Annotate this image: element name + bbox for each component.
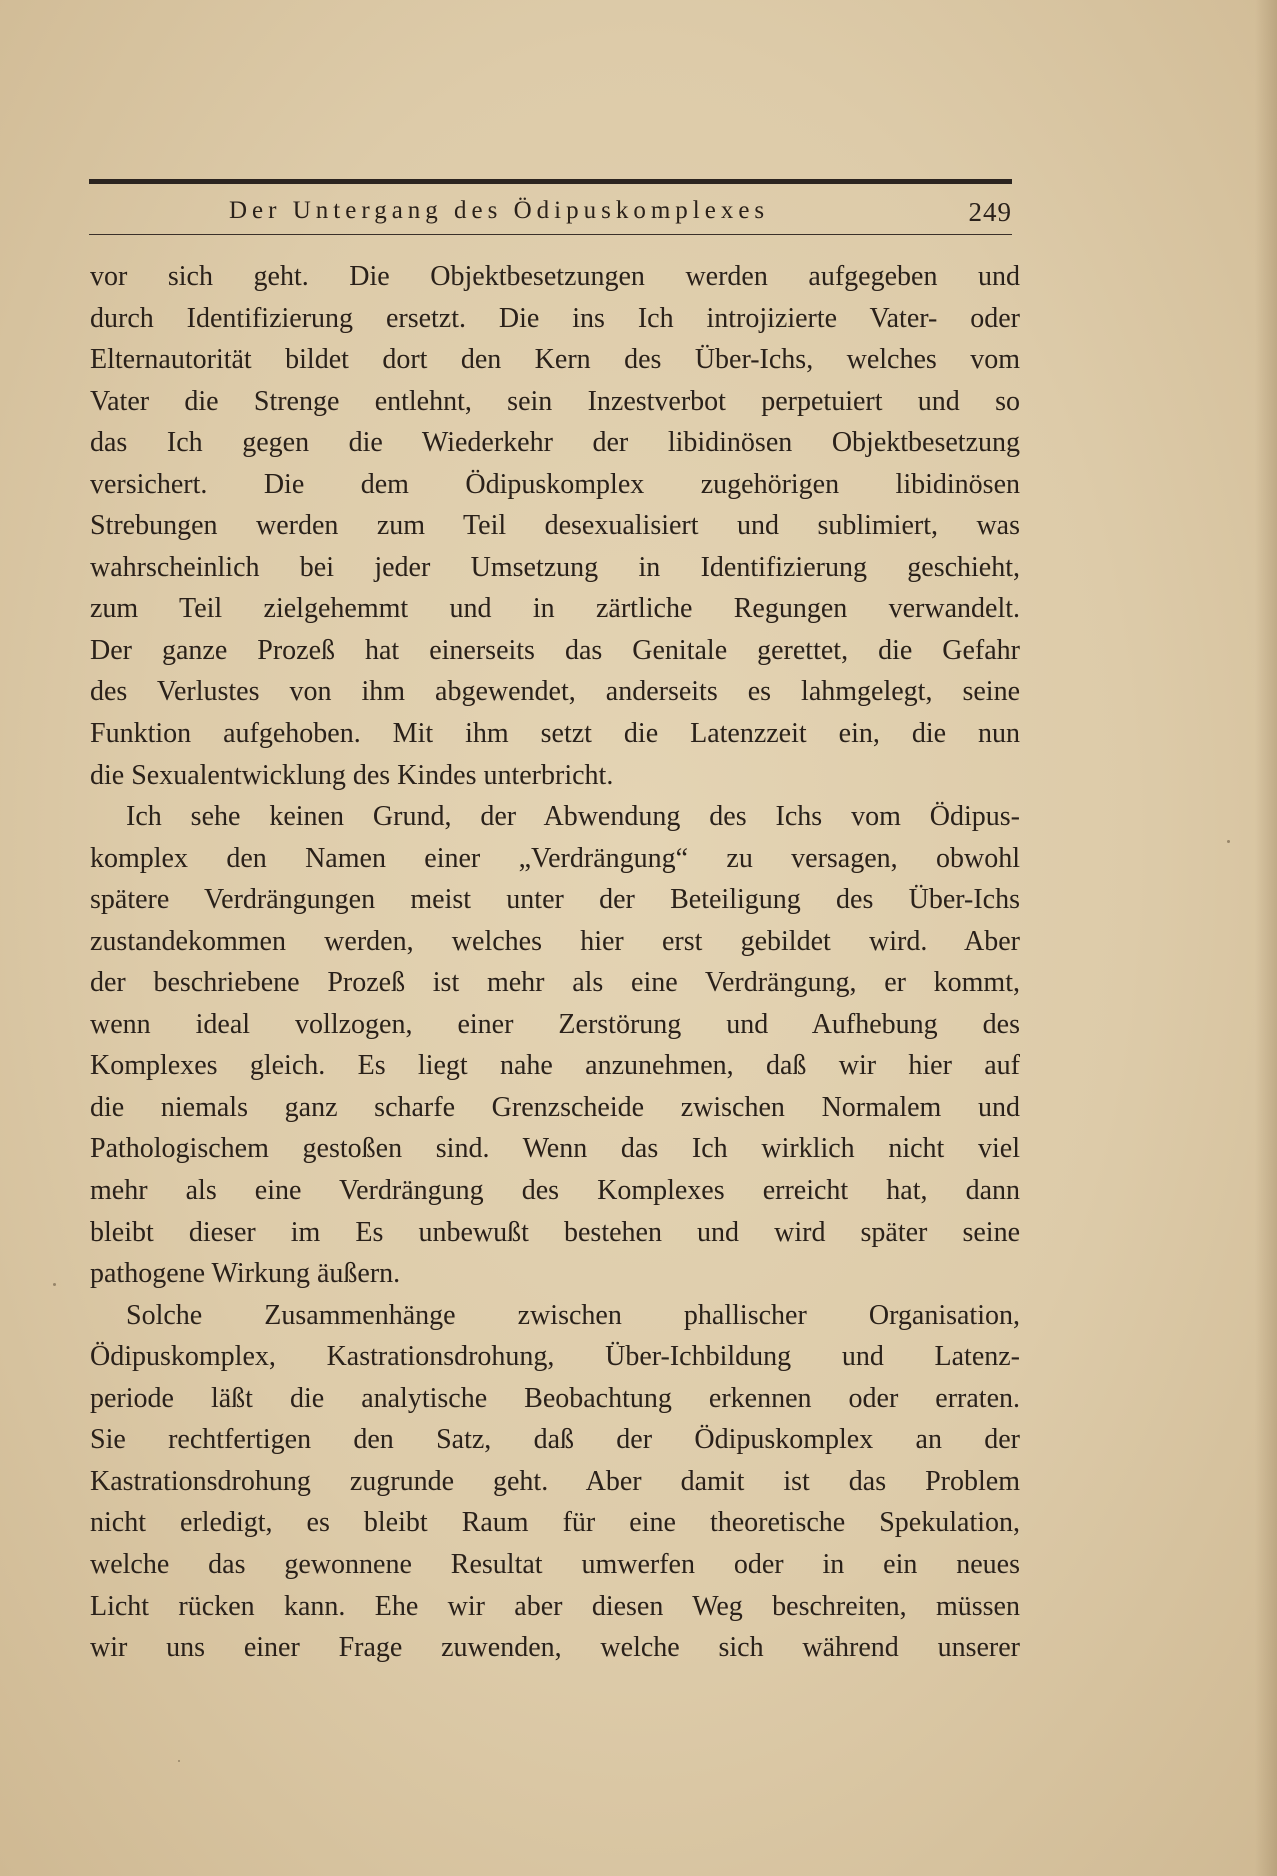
- text-line: Solche Zusammenhänge zwischen phallischer Organisation,: [126, 1299, 1020, 1331]
- text-line: Vater die Strenge entlehnt, sein Inzestverbot perpetuiert und so: [90, 385, 1020, 417]
- text-line: zum Teil zielgehemmt und in zärtliche Regungen verwandelt.: [90, 593, 1020, 625]
- body-text: [90, 256, 1020, 1669]
- text-line: versichert. Die dem Ödipuskomplex zugehörigen libidinösen: [90, 468, 1020, 500]
- text-line: Licht rücken kann. Ehe wir aber diesen Weg beschreiten, müssen: [90, 1590, 1020, 1622]
- text-line: Komplexes gleich. Es liegt nahe anzunehmen, daß wir hier auf: [90, 1050, 1020, 1082]
- text-line: wahrscheinlich bei jeder Umsetzung in Identifizierung geschieht,: [90, 551, 1020, 583]
- text-line: Strebungen werden zum Teil desexualisiert und sublimiert, was: [90, 510, 1020, 542]
- text-line: pathogene Wirkung äußern.: [90, 1258, 401, 1290]
- text-line: Pathologischem gestoßen sind. Wenn das Ich wirklich nicht viel: [90, 1133, 1020, 1165]
- text-line: Elternautorität bildet dort den Kern des Über-Ichs, welches vom: [90, 344, 1020, 376]
- text-line: nicht erledigt, es bleibt Raum für eine theoretische Spekulation,: [90, 1507, 1020, 1539]
- text-line: des Verlustes von ihm abgewendet, anderseits es lahmgelegt, seine: [90, 676, 1020, 708]
- text-line: wenn ideal vollzogen, einer Zerstörung und Aufhebung des: [90, 1008, 1020, 1040]
- page-number: 249: [968, 197, 1012, 227]
- text-line: Ich sehe keinen Grund, der Abwendung des Ichs vom Ödipus-: [126, 801, 1020, 833]
- text-line: Funktion aufgehoben. Mit ihm setzt die Latenzzeit ein, die nun: [90, 718, 1020, 750]
- text-line: die niemals ganz scharfe Grenzscheide zwischen Normalem und: [90, 1091, 1020, 1123]
- text-line: zustandekommen werden, welches hier erst gebildet wird. Aber: [90, 925, 1020, 957]
- text-line: periode läßt die analytische Beobachtung erkennen oder erraten.: [90, 1382, 1020, 1414]
- running-header: [89, 179, 1012, 235]
- text-line: Sie rechtfertigen den Satz, daß der Ödipuskomplex an der: [90, 1424, 1020, 1456]
- text-line: welche das gewonnene Resultat umwerfen oder in ein neues: [90, 1548, 1020, 1580]
- paper-speck: [53, 1283, 56, 1286]
- text-line: die Sexualentwicklung des Kindes unterbricht.: [90, 759, 614, 791]
- text-line: Ödipuskomplex, Kastrationsdrohung, Über-Ichbildung und Latenz-: [90, 1341, 1020, 1373]
- text-line: komplex den Namen einer „Verdrängung“ zu versagen, obwohl: [90, 842, 1020, 874]
- text-line: Kastrationsdrohung zugrunde geht. Aber damit ist das Problem: [90, 1465, 1020, 1497]
- text-line: bleibt dieser im Es unbewußt bestehen und wird später seine: [90, 1216, 1020, 1248]
- text-line: mehr als eine Verdrängung des Komplexes erreicht hat, dann: [90, 1175, 1020, 1207]
- text-line: das Ich gegen die Wiederkehr der libidinösen Objektbesetzung: [90, 427, 1020, 459]
- text-line: Der ganze Prozeß hat einerseits das Genitale gerettet, die Gefahr: [90, 634, 1020, 666]
- text-line: der beschriebene Prozeß ist mehr als eine Verdrängung, er kommt,: [90, 967, 1020, 999]
- text-line: wir uns einer Frage zuwenden, welche sich während unserer: [90, 1632, 1020, 1664]
- text-line: spätere Verdrängungen meist unter der Beteiligung des Über-Ichs: [90, 884, 1020, 916]
- paper-speck: [1227, 840, 1230, 843]
- running-title: Der Untergang des Ödipuskomplexes: [229, 197, 770, 224]
- text-line: durch Identifizierung ersetzt. Die ins Ich introjizierte Vater- oder: [90, 302, 1020, 334]
- text-line: vor sich geht. Die Objektbesetzungen werden aufgegeben und: [90, 261, 1020, 292]
- paper-speck: [178, 1760, 180, 1762]
